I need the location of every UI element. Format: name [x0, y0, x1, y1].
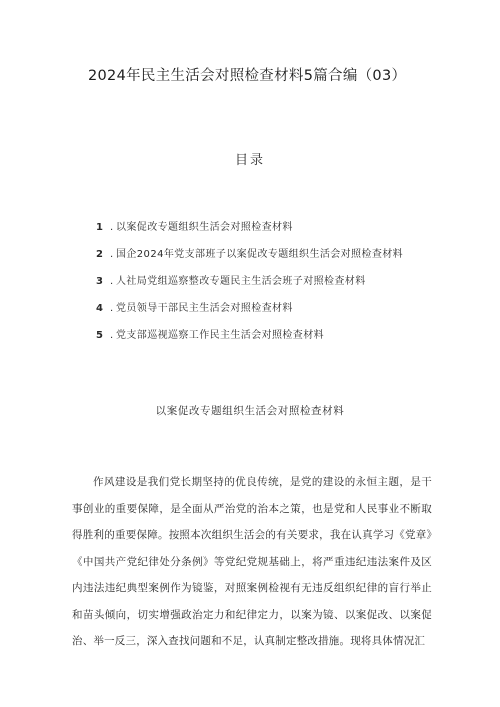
toc-item-separator: . [110, 276, 114, 287]
toc-item-5[interactable] [96, 326, 476, 353]
toc-item-separator: . [110, 222, 114, 233]
toc-item-2[interactable] [96, 245, 476, 272]
toc-item-separator: . [110, 249, 114, 260]
section-title: 以案促改专题组织生活会对照检查材料 [155, 405, 345, 417]
toc-item-number: 5 [96, 330, 104, 341]
document-title: 2024年民主生活会对照检查材料5篇合编（03） [88, 68, 407, 84]
toc-item-label: 国企2024年党支部班子以案促改专题组织生活会对照检查材料 [116, 249, 404, 260]
toc-item-separator: . [110, 303, 114, 314]
toc-heading: 目录 [234, 153, 265, 168]
toc-item-label: 人社局党组巡察整改专题民主生活会班子对照检查材料 [116, 276, 366, 287]
toc-item-number: 4 [96, 303, 104, 314]
toc-item-number: 3 [96, 276, 104, 287]
toc-item-label: 党支部巡视巡察工作民主生活会对照检查材料 [116, 330, 324, 341]
toc-item-label: 党员领导干部民主生活会对照检查材料 [116, 303, 293, 314]
toc-item-number: 1 [96, 222, 104, 233]
toc-item-number: 2 [96, 249, 104, 260]
toc-item-separator: . [110, 330, 114, 341]
table-of-contents [96, 218, 476, 353]
toc-item-label: 以案促改专题组织生活会对照检查材料 [116, 222, 293, 233]
body-paragraph: 作风建设是我们党长期坚持的优良传统，是党的建设的永恒主题，是干事创业的重要保障，是全面从严治党的治本之策，也是党和人民事业不断取得胜利的重要保障。按照本次组织生活会的有关要求，我在认真学习《党章》《中国共产党纪律处分条例》等党纪党规基础上，将严重违纪违法案件及区内违法违纪典型案例作为镜鉴，对照案例检视有无违反组织纪律的盲行举止和苗头倾向，切实增强政治定力和纪律定力，以案为镜、以案促改、以案促治、举一反三，深入查找问题和不足，认真制定整改措施。现将具体情况汇 [72, 476, 432, 647]
toc-item-3[interactable] [96, 272, 476, 299]
toc-item-4[interactable] [96, 299, 476, 326]
toc-item-1[interactable] [96, 218, 476, 245]
